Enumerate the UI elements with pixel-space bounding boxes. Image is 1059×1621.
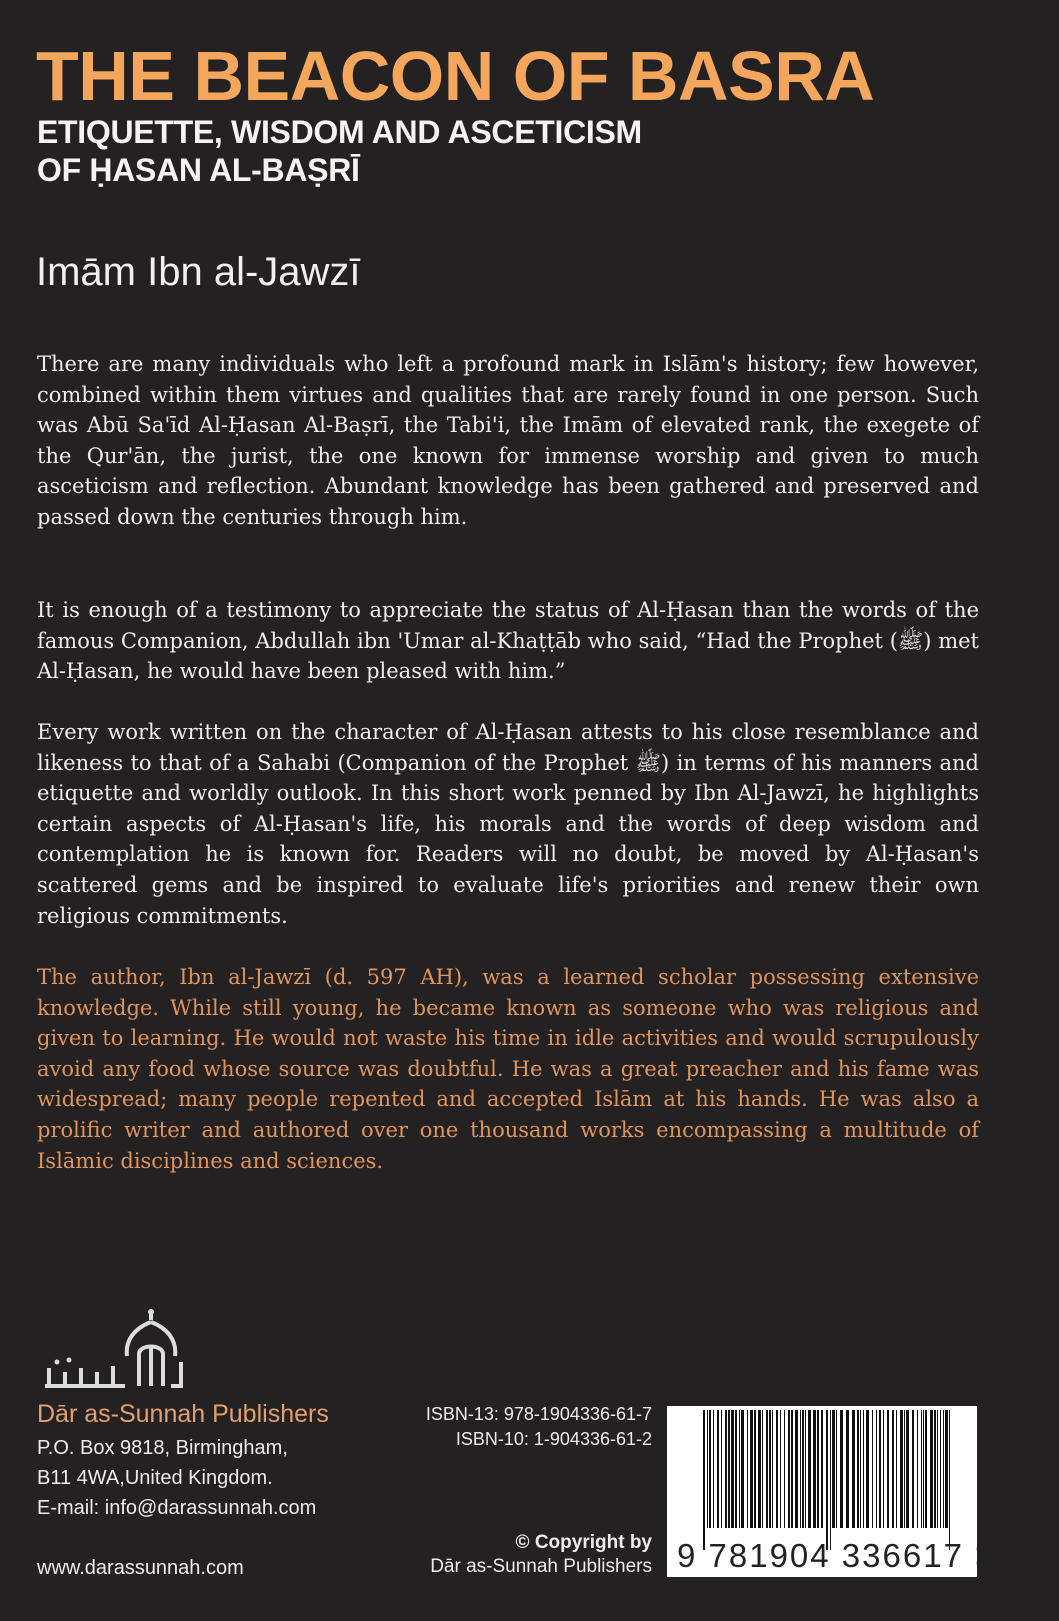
- author-name: Imām Ibn al-Jawzī: [36, 250, 361, 294]
- dome-logo-icon: [39, 1306, 193, 1394]
- publisher-logo: [39, 1306, 193, 1394]
- barcode-number: 9 781904 336617 >: [677, 1537, 997, 1574]
- subtitle-line-2: OF ḤASAN AL-BAṢRĪ: [37, 152, 360, 188]
- publisher-name: Dār as-Sunnah Publishers: [37, 1400, 329, 1428]
- subtitle-line-1: ETIQUETTE, WISDOM AND ASCETICISM: [37, 114, 642, 150]
- publisher-website: www.darassunnah.com: [37, 1557, 244, 1579]
- isbn-barcode: [667, 1406, 997, 1577]
- barcode-bars: [703, 1410, 953, 1550]
- blurb-paragraph-3: Every work written on the character of Al-Ḥasan attests to his close resemblance and likeness to that of a Sahabi (Companion of the Prophet ﷺ) in terms of his manners and etiquette and worldly outlook. In this short work penned by Ibn Al-Jawzī, he highlights certain aspects of Al-Ḥasan's life, his morals and the words of deep wisdom and contemplation he is known for. Readers will no doubt, be moved by Al-Ḥasan's scattered gems and be inspired to evaluate life's priorities and renew their own religious commitments.: [37, 720, 979, 928]
- publisher-address-line-1: P.O. Box 9818, Birmingham,: [37, 1437, 288, 1459]
- isbn-10: ISBN-10: 1-904336-61-2: [455, 1429, 652, 1449]
- book-title: THE BEACON OF BASRA: [36, 37, 875, 115]
- blurb-paragraph-2: It is enough of a testimony to appreciate the status of Al-Ḥasan than the words of the famous Companion, Abdullah ibn 'Umar al-Khaṭṭāb who said, “Had the Prophet (ﷺ) met Al-Ḥasan, he would have been pleased with him.”: [37, 598, 979, 684]
- copyright-line-2: Dār as-Sunnah Publishers: [430, 1556, 652, 1577]
- isbn-13: ISBN-13: 978-1904336-61-7: [425, 1404, 652, 1424]
- publisher-address-line-2: B11 4WA,United Kingdom.: [37, 1467, 273, 1489]
- author-bio-paragraph: The author, Ibn al-Jawzī (d. 597 AH), was a learned scholar possessing extensive knowledge. While still young, he became known as someone who was religious and given to learning. He would not waste his time in idle activities and would scrupulously avoid any food whose source was doubtful. He was a great preacher and his fame was widespread; many people repented and accepted Islām at his hands. He was also a prolific writer and authored over one thousand works encompassing a multitude of Islāmic disciplines and sciences.: [37, 965, 979, 1173]
- publisher-email: E-mail: info@darassunnah.com: [37, 1497, 317, 1519]
- blurb-paragraph-1: There are many individuals who left a profound mark in Islām's history; few however, combined within them virtues and qualities that are rarely found in one person. Such was Abū Sa'īd Al-Ḥasan Al-Baṣrī, the Tabi'i, the Imām of elevated rank, the exegete of the Qur'ān, the jurist, the one known for immense worship and given to much asceticism and reflection. Abundant knowledge has been gathered and preserved and passed down the centuries through him.: [37, 352, 979, 529]
- copyright-line-1: © Copyright by: [515, 1532, 652, 1553]
